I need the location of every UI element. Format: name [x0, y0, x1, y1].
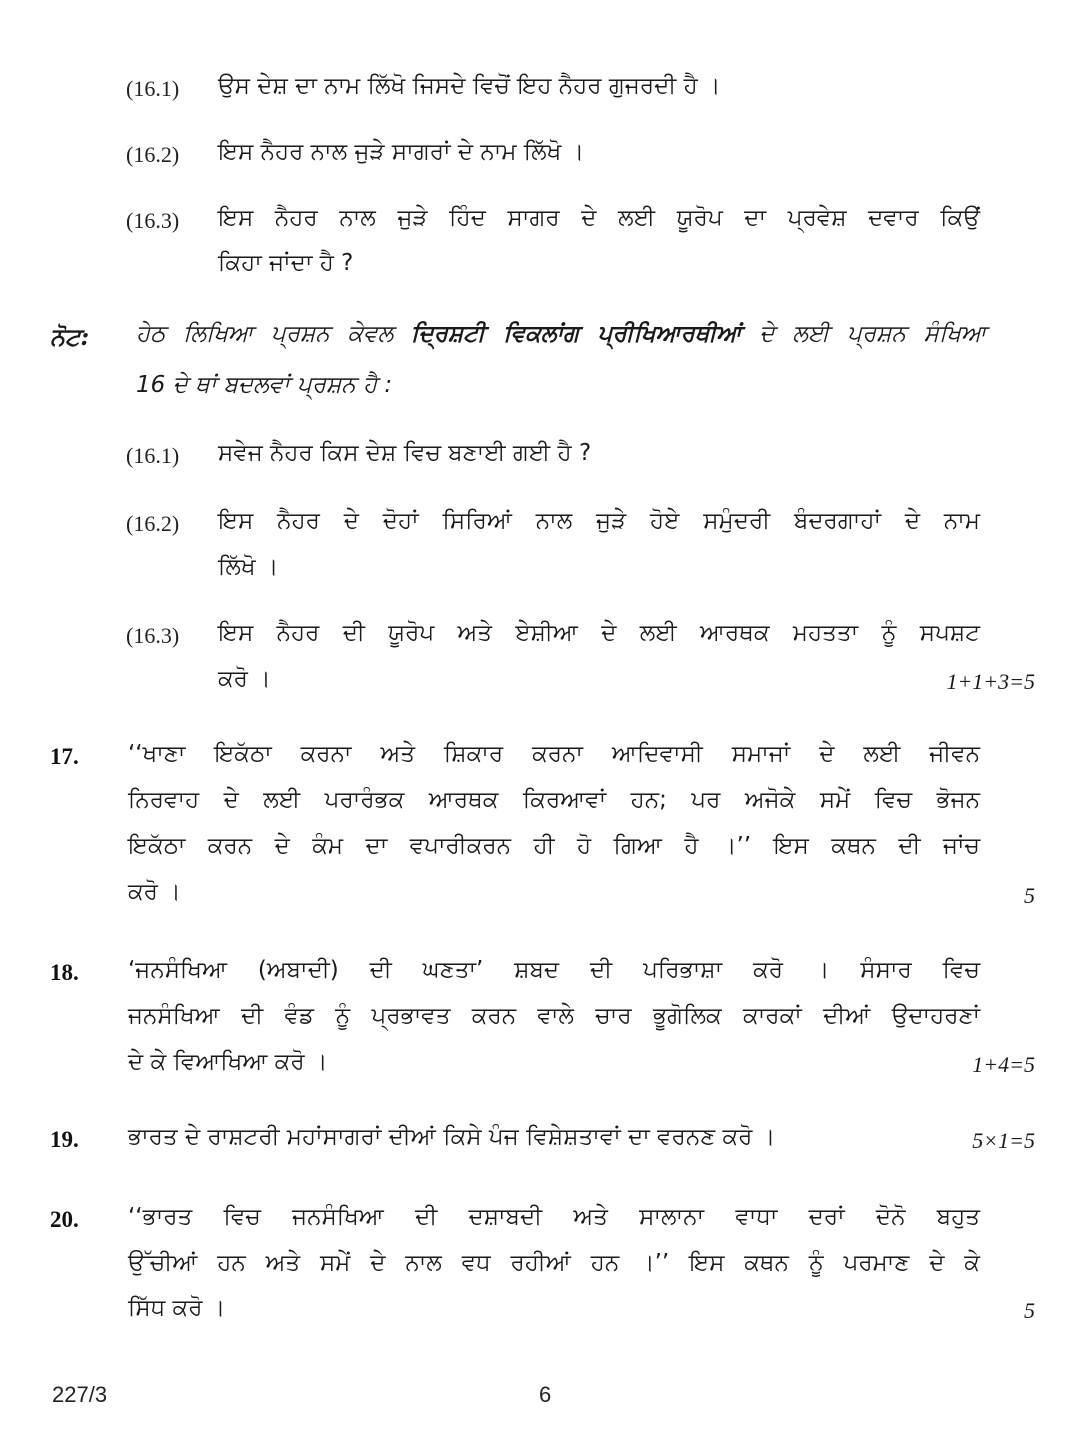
note-text: ਹੇਠ ਲਿਖਿਆ ਪ੍ਰਸ਼ਨ ਕੇਵਲ: [136, 321, 394, 347]
question-text: ਸਿੱਧ ਕਰੋ ।: [128, 1295, 226, 1321]
marks: 5×1=5: [972, 1128, 1035, 1153]
note-line: [136, 323, 986, 346]
question-text: ਨਿਰਵਾਹ ਦੇ ਲਈ ਪਰਾਰੰਭਕ ਆਰਥਕ ਕਿਰਆਵਾਂ ਹਨ; ਪਰ ਅਜੋਕੇ ਸਮੇਂ ਵਿਚ ਭੋਜਨ: [128, 787, 980, 813]
sub-question-text: ਇਸ ਨੈਹਰ ਦੀ ਯੂਰੋਪ ਅਤੇ ਏਸ਼ੀਆ ਦੇ ਲਈ ਆਰਥਕ ਮਹਤਤਾ ਨੂੰ ਸਪਸ਼ਟ: [218, 620, 980, 646]
question-text: ਇਕੱਠਾ ਕਰਨ ਦੇ ਕੰਮ ਦਾ ਵਪਾਰੀਕਰਨ ਹੀ ਹੋ ਗਿਆ ਹੈ ।’’ ਇਸ ਕਥਨ ਦੀ ਜਾਂਚ: [128, 833, 980, 859]
note-text: ਦੇ ਲਈ ਪ੍ਰਸ਼ਨ ਸੰਖਿਆ: [759, 321, 987, 347]
sub-question-text: ਇਸ ਨੈਹਰ ਨਾਲ ਜੁੜੇ ਹਿੰਦ ਸਾਗਰ ਦੇ ਲਈ ਯੂਰੋਪ ਦਾ ਪ੍ਰਵੇਸ਼ ਦਵਾਰ ਕਿਉਂ: [218, 205, 980, 231]
question-number: 18.: [50, 960, 79, 985]
question-text: ‘‘ਭਾਰਤ ਵਿਚ ਜਨਸੰਖਿਆ ਦੀ ਦਸ਼ਾਬਦੀ ਅਤੇ ਸਾਲਾਨਾ ਵਾਧਾ ਦਰਾਂ ਦੋਨੋ ਬਹੁਤ: [128, 1204, 980, 1230]
marks: 1+1+3=5: [946, 669, 1035, 694]
question-text: ਭਾਰਤ ਦੇ ਰਾਸ਼ਟਰੀ ਮਹਾਂਸਾਗਰਾਂ ਦੀਆਂ ਕਿਸੇ ਪੰਜ ਵਿਸ਼ੇਸ਼ਤਾਵਾਂ ਦਾ ਵਰਨਣ ਕਰੋ ।: [128, 1124, 776, 1150]
question-text: ਉੱਚੀਆਂ ਹਨ ਅਤੇ ਸਮੇਂ ਦੇ ਨਾਲ ਵਧ ਰਹੀਆਂ ਹਨ ।’’ ਇਸ ਕਥਨ ਨੂੰ ਪਰਮਾਣ ਦੇ ਕੇ: [128, 1250, 980, 1276]
page-number: 6: [539, 1382, 552, 1407]
sub-question-text: ਇਸ ਨੈਹਰ ਦੇ ਦੋਹਾਂ ਸਿਰਿਆਂ ਨਾਲ ਜੁੜੇ ਹੋਏ ਸਮੁੰਦਰੀ ਬੰਦਰਗਾਹਾਂ ਦੇ ਨਾਮ: [218, 508, 980, 534]
sub-question-number: (16.2): [126, 142, 180, 167]
marks: 5: [1024, 1298, 1035, 1323]
note-line: 16 ਦੇ ਥਾਂ ਬਦਲਵਾਂ ਪ੍ਰਸ਼ਨ ਹੈ :: [136, 372, 393, 398]
sub-question-text: ਸਵੇਜ ਨੈਹਰ ਕਿਸ ਦੇਸ਼ ਵਿਚ ਬਣਾਈ ਗਈ ਹੈ ?: [218, 440, 592, 466]
sub-question-text: ਲਿੱਖੋ ।: [218, 554, 279, 580]
marks: 5: [1024, 883, 1035, 908]
sub-question-number: (16.3): [126, 208, 180, 233]
sub-question-text: ਕਰੋ ।: [218, 666, 271, 692]
paper-code: 227/3: [52, 1382, 108, 1407]
sub-question-number: (16.1): [126, 76, 180, 101]
question-text: ਕਰੋ ।: [128, 879, 181, 905]
sub-question-number: (16.2): [126, 511, 180, 536]
sub-question-number: (16.3): [126, 623, 180, 648]
sub-question-text: ਇਸ ਨੈਹਰ ਨਾਲ ਜੁੜੇ ਸਾਗਰਾਂ ਦੇ ਨਾਮ ਲਿੱਖੋ ।: [218, 139, 585, 165]
note-emphasis: ਦ੍ਰਿਸ਼ਟੀ ਵਿਕਲਾਂਗ ਪ੍ਰੀਖਿਆਰਥੀਆਂ: [411, 321, 742, 347]
question-text: ਜਨਸੰਖਿਆ ਦੀ ਵੰਡ ਨੂੰ ਪ੍ਰਭਾਵਤ ਕਰਨ ਵਾਲੇ ਚਾਰ ਭੂਗੋਲਿਕ ਕਾਰਕਾਂ ਦੀਆਂ ਉਦਾਹਰਣਾਂ: [128, 1003, 980, 1029]
note-label: ਨੋਟ:: [50, 322, 90, 351]
question-number: 17.: [50, 744, 79, 769]
sub-question-text: ਕਿਹਾ ਜਾਂਦਾ ਹੈ ?: [218, 250, 354, 276]
question-text: ਦੇ ਕੇ ਵਿਆਖਿਆ ਕਰੋ ।: [128, 1049, 328, 1075]
question-text: ‘‘ਖਾਣਾ ਇਕੱਠਾ ਕਰਨਾ ਅਤੇ ਸ਼ਿਕਾਰ ਕਰਨਾ ਆਦਿਵਾਸੀ ਸਮਾਜਾਂ ਦੇ ਲਈ ਜੀਵਨ: [128, 741, 980, 767]
question-number: 19.: [50, 1127, 79, 1152]
marks: 1+4=5: [972, 1052, 1035, 1077]
sub-question-text: ਉਸ ਦੇਸ਼ ਦਾ ਨਾਮ ਲਿੱਖੋ ਜਿਸਦੇ ਵਿਚੋਂ ਇਹ ਨੈਹਰ ਗੁਜਰਦੀ ਹੈ ।: [218, 73, 721, 99]
question-number: 20.: [50, 1207, 79, 1232]
sub-question-number: (16.1): [126, 443, 180, 468]
question-text: ‘ਜਨਸੰਖਿਆ (ਅਬਾਦੀ) ਦੀ ਘਣਤਾ’ ਸ਼ਬਦ ਦੀ ਪਰਿਭਾਸ਼ਾ ਕਰੋ । ਸੰਸਾਰ ਵਿਚ: [128, 957, 980, 983]
